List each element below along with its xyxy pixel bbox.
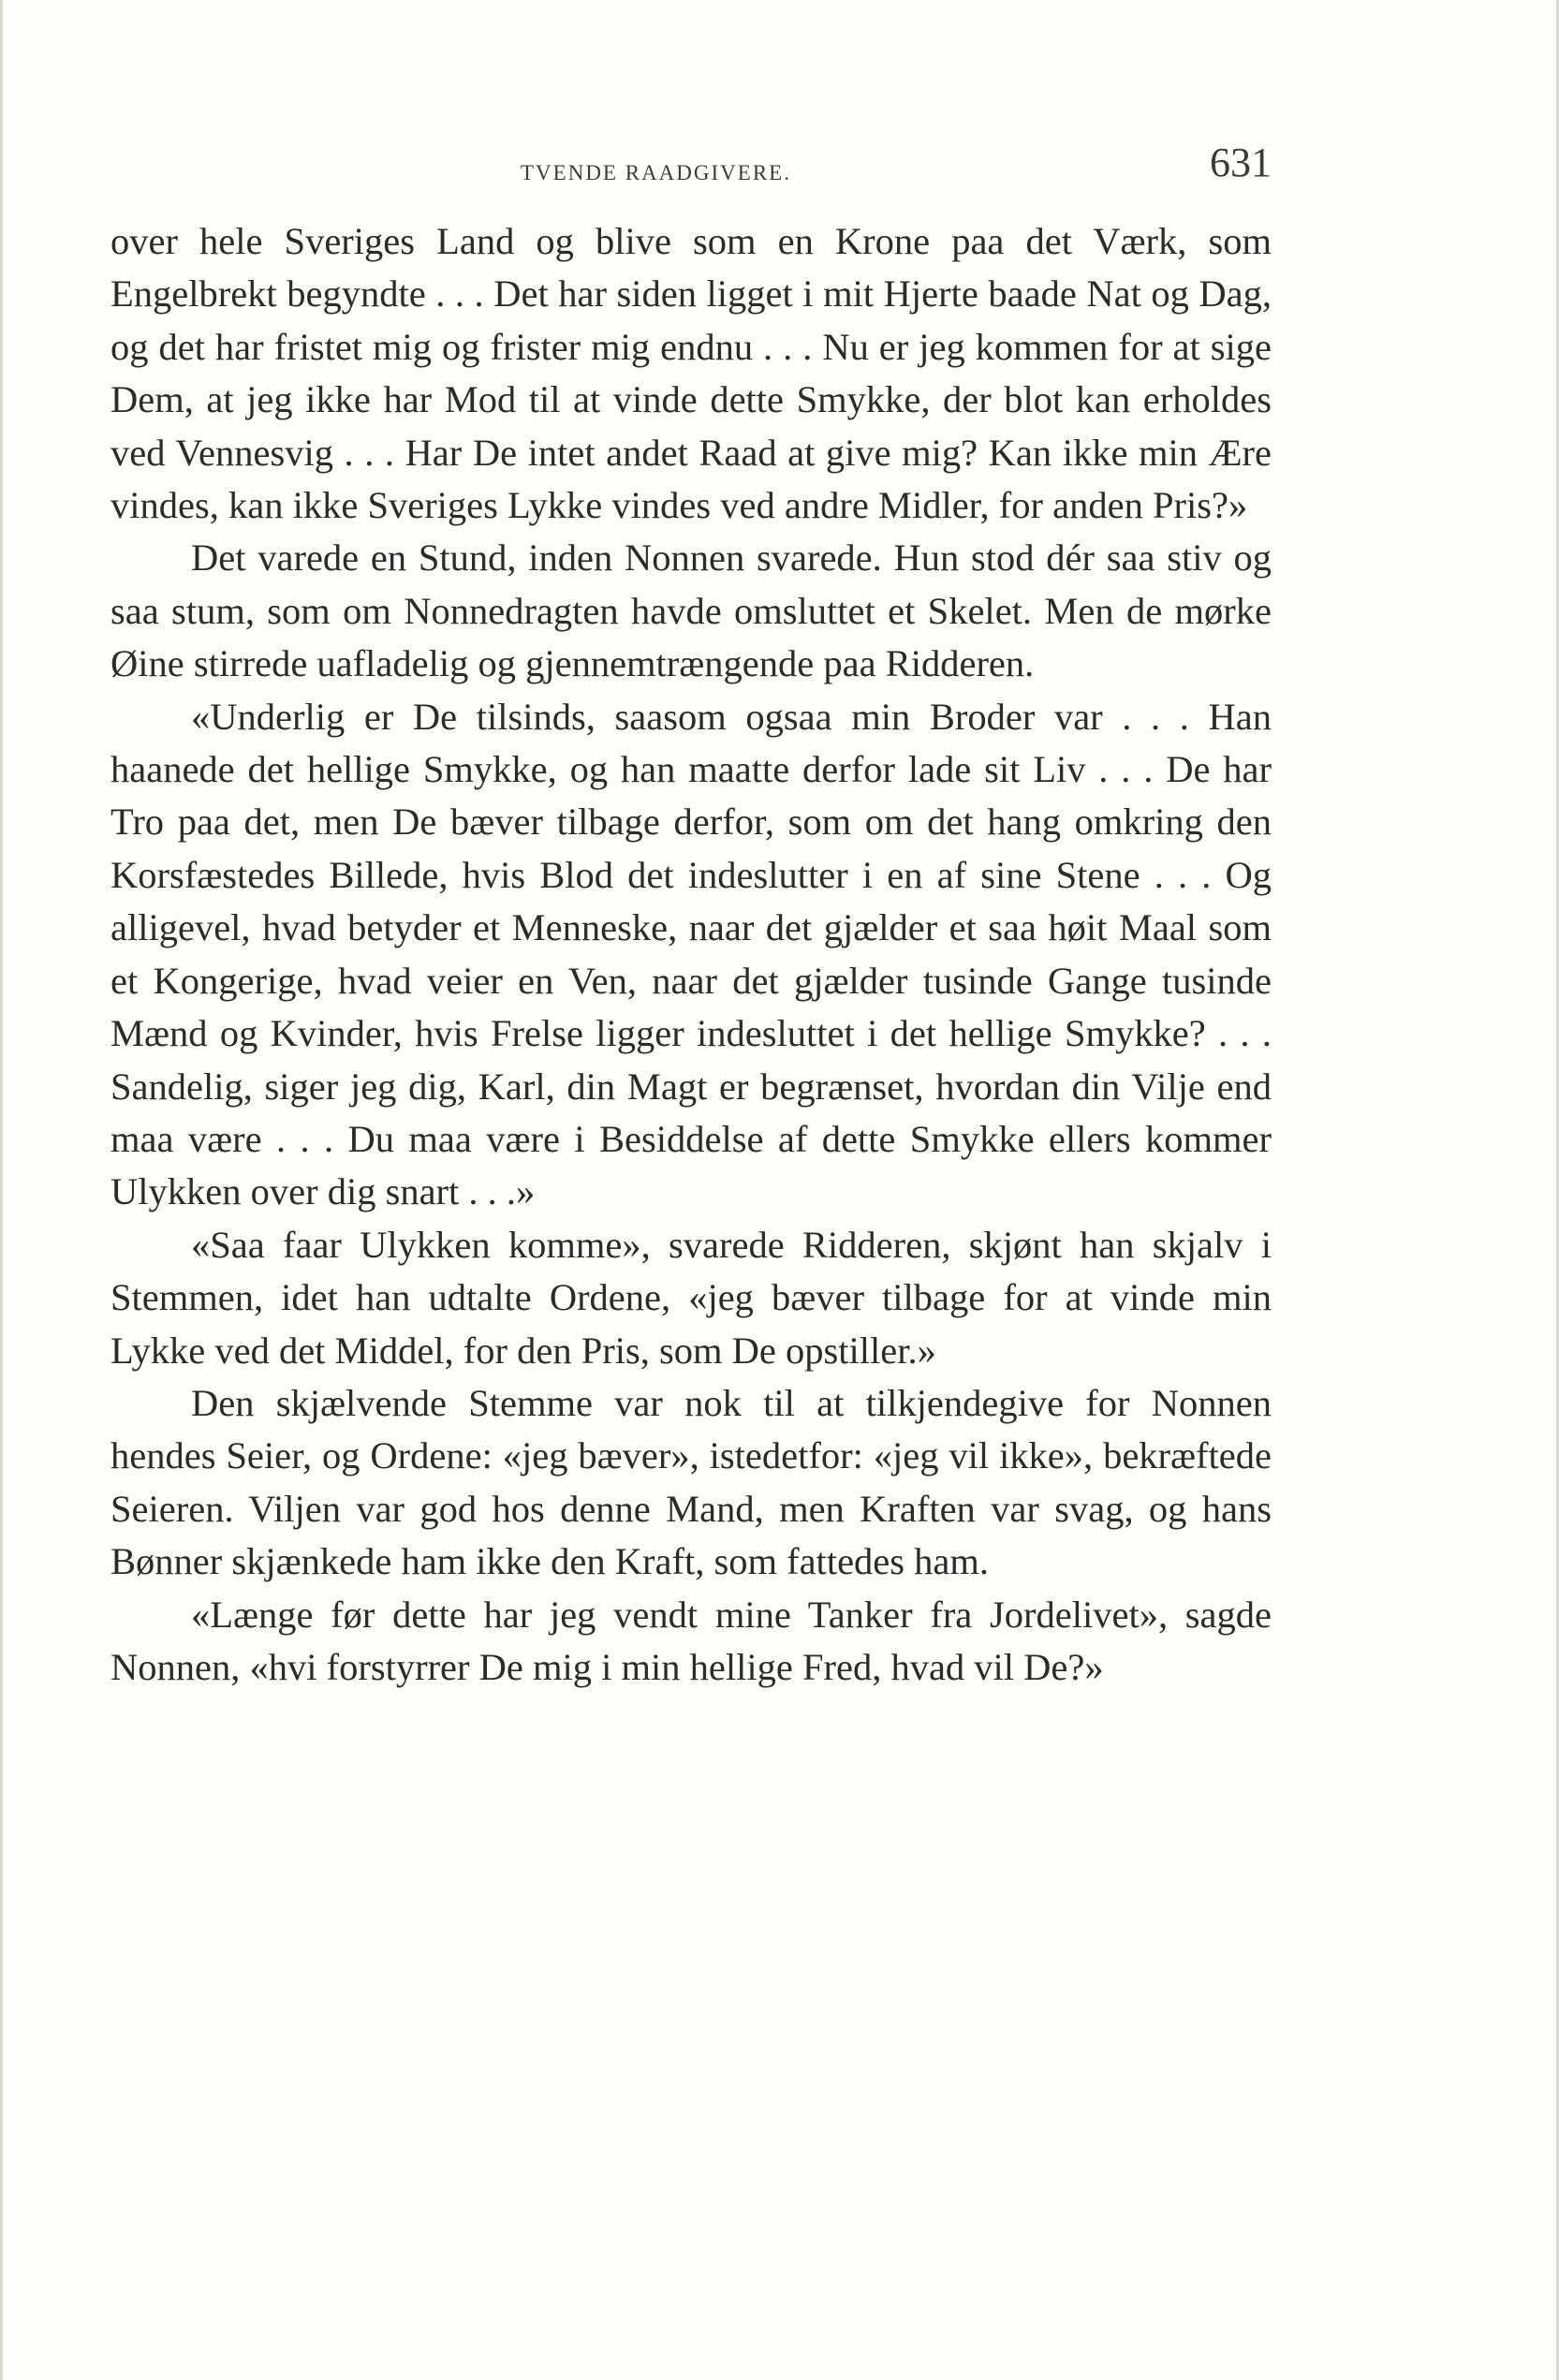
paragraph: Den skjælvende Stemme var nok til at tilkjendegive for Nonnen hendes Seier, og Ordene: «jeg bæver», istedetfor: «jeg vil ikke», bekræftede Seieren. Viljen var god hos denne Mand, men Kraften var svag, og hans Bønner skjænkede ham ikke den Kraft, som fattedes ham. (110, 1381, 1272, 1583)
body-text (110, 215, 1272, 1694)
page-header (110, 139, 1272, 195)
paragraph: Det varede en Stund, inden Nonnen svarede. Hun stod dér saa stiv og saa stum, som om Nonnedragten havde omsluttet et Skelet. Men de mørke Øine stirrede uafladelig og gjennemtrængende paa Ridderen. (110, 536, 1272, 685)
paragraph: over hele Sveriges Land og blive som en Krone paa det Værk, som Engelbrekt begyndte . . . Det har siden ligget i mit Hjerte baade Nat og Dag, og det har fristet mig og frister mig endnu . . . Nu er jeg kommen for at sige Dem, at jeg ikke har Mod til at vinde dette Smykke, der blot kan erholdes ved Vennesvig . . . Har De intet andet Raad at give mig? Kan ikke min Ære vindes, kan ikke Sveriges Lykke vindes ved andre Midler, for anden Pris?» (110, 220, 1272, 527)
paragraph: «Længe før dette har jeg vendt mine Tanker fra Jordelivet», sagde Nonnen, «hvi forstyrrer De mig i min hellige Fred, hvad vil De?» (110, 1593, 1272, 1688)
page-edge-left (0, 0, 3, 2380)
paragraph: «Saa faar Ulykken komme», svarede Ridderen, skjønt han skjalv i Stemmen, idet han udtalte Ordene, «jeg bæver tilbage for at vinde min Lykke ved det Middel, for den Pris, som De opstiller.» (110, 1223, 1272, 1372)
paragraph: «Underlig er De tilsinds, saasom ogsaa min Broder var . . . Han haanede det hellige Smykke, og han maatte derfor lade sit Liv . . . De har Tro paa det, men De bæver tilbage derfor, som om det hang omkring den Korsfæstedes Billede, hvis Blod det indeslutter i en af sine Stene . . . Og alligevel, hvad betyder et Menneske, naar det gjælder et saa høit Maal som et Kongerige, hvad veier en Ven, naar det gjælder tusinde Gange tusinde Mænd og Kvinder, hvis Frelse ligger indesluttet i det hellige Smykke? . . . Sandelig, siger jeg dig, Karl, din Magt er begrænset, hvordan din Vilje end maa være . . . Du maa være i Besiddelse af dette Smykke ellers kommer Ulykken over dig snart . . .» (110, 695, 1272, 1213)
page-number: 631 (1210, 140, 1272, 185)
running-head: TVENDE RAADGIVERE. (521, 161, 791, 184)
